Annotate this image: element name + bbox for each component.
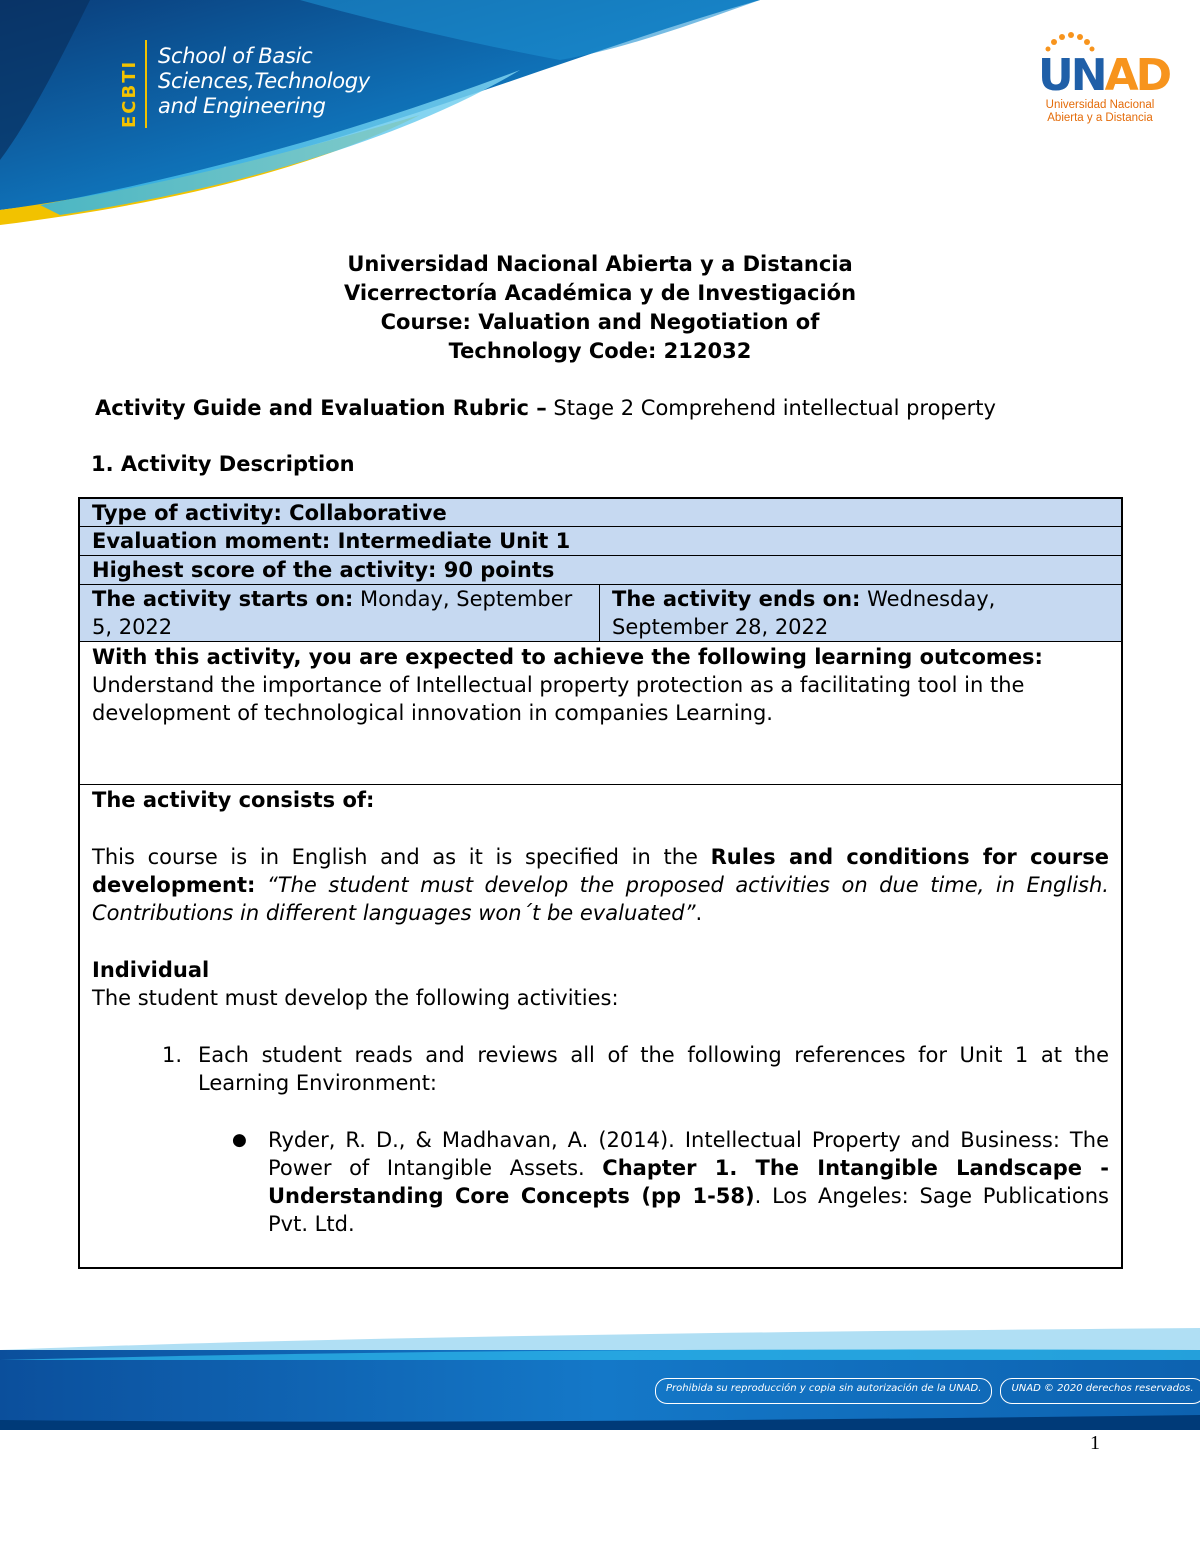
activity-table	[78, 497, 1123, 1269]
cell-end-date	[600, 585, 1102, 641]
footer-band	[0, 1320, 1200, 1430]
course-paragraph	[92, 843, 1109, 927]
title-vicerrectoria: Vicerrectoría Académica y de Investigación	[343, 281, 857, 305]
reference-item	[92, 1126, 1109, 1238]
row-activity-consists	[80, 785, 1121, 1267]
footer-notice-1: Prohibida su reproducción y copia sin autorización de la UNAD.	[655, 1378, 992, 1404]
title-university: Universidad Nacional Abierta y a Distancia	[347, 252, 853, 276]
list-item-1	[92, 1041, 1109, 1097]
school-line-1: School of Basic	[158, 44, 313, 68]
individual-text: The student must develop the following activities:	[92, 986, 619, 1010]
ref-chapter: Chapter 1. The Intangible Landscape - Understanding Core Concepts (pp 1-58)	[268, 1156, 1109, 1208]
guide-normal: Stage 2 Comprehend intellectual property	[546, 396, 996, 420]
ref-end: . Los Angeles: Sage Publications Pvt. Ltd.	[268, 1184, 1109, 1236]
course-quote: “The student must develop the proposed activities on due time, in English. Contributions in different languages won´t be evaluated”	[92, 873, 1109, 925]
title-code: Technology Code: 212032	[448, 339, 752, 363]
guide-bold: Activity Guide and Evaluation Rubric –	[95, 396, 547, 420]
ecbti-text: ECBTI	[119, 59, 140, 128]
list-number: 1.	[162, 1043, 183, 1067]
activity-guide-title	[95, 394, 1125, 423]
footer-notice-2: UNAD © 2020 derechos reservados.	[1000, 1378, 1200, 1404]
school-line-3: and Engineering	[158, 94, 326, 118]
consists-label: The activity consists of:	[92, 788, 375, 812]
bullet-icon: ●	[232, 1130, 247, 1150]
starts-value: Monday, September 5, 2022	[92, 587, 573, 639]
row-type-activity: Type of activity: Collaborative	[80, 499, 1121, 527]
ref-p1: Ryder, R. D., & Madhavan, A. (2014). Intellectual Property and Business: The Power of Intangible Assets.	[268, 1128, 1109, 1180]
school-line-2: Sciences,Technology	[158, 69, 370, 93]
outcomes-label: With this activity, you are expected to achieve the following learning outcomes:	[92, 645, 1043, 669]
unad-subtitle	[1030, 99, 1170, 125]
row-dates	[80, 585, 1121, 642]
course-p1: This course is in English and as it is specified in the	[92, 845, 711, 869]
row-evaluation-moment: Evaluation moment: Intermediate Unit 1	[80, 527, 1121, 556]
cell-start-date	[80, 585, 600, 641]
page-number: 1	[1090, 1432, 1100, 1454]
ecbti-logo	[118, 40, 148, 128]
course-end: .	[695, 901, 703, 925]
course-rules: Rules and conditions for course development:	[92, 845, 1109, 897]
row-highest-score: Highest score of the activity: 90 points	[80, 556, 1121, 585]
ends-label: The activity ends on:	[612, 587, 861, 611]
ends-value: Wednesday, September 28, 2022	[612, 587, 996, 639]
section-heading: 1. Activity Description	[91, 452, 355, 476]
footer-notice	[655, 1378, 1194, 1404]
unad-logo-text: UNAD	[1038, 50, 1170, 101]
unad-sub-line-1: Universidad Nacional	[1045, 99, 1155, 111]
individual-heading: Individual	[92, 958, 210, 982]
outcomes-text: Understand the importance of Intellectual property protection as a facilitating tool in the development of technological innovation in companies Learning.	[92, 673, 1025, 725]
school-name	[158, 44, 418, 119]
unad-sub-line-2: Abierta y a Distancia	[1047, 112, 1153, 124]
row-learning-outcomes	[80, 642, 1121, 785]
starts-label: The activity starts on:	[92, 587, 354, 611]
title-course: Course: Valuation and Negotiation of	[380, 310, 820, 334]
list-item-text: Each student reads and reviews all of the following references for Unit 1 at the Learning Environment:	[198, 1043, 1109, 1095]
